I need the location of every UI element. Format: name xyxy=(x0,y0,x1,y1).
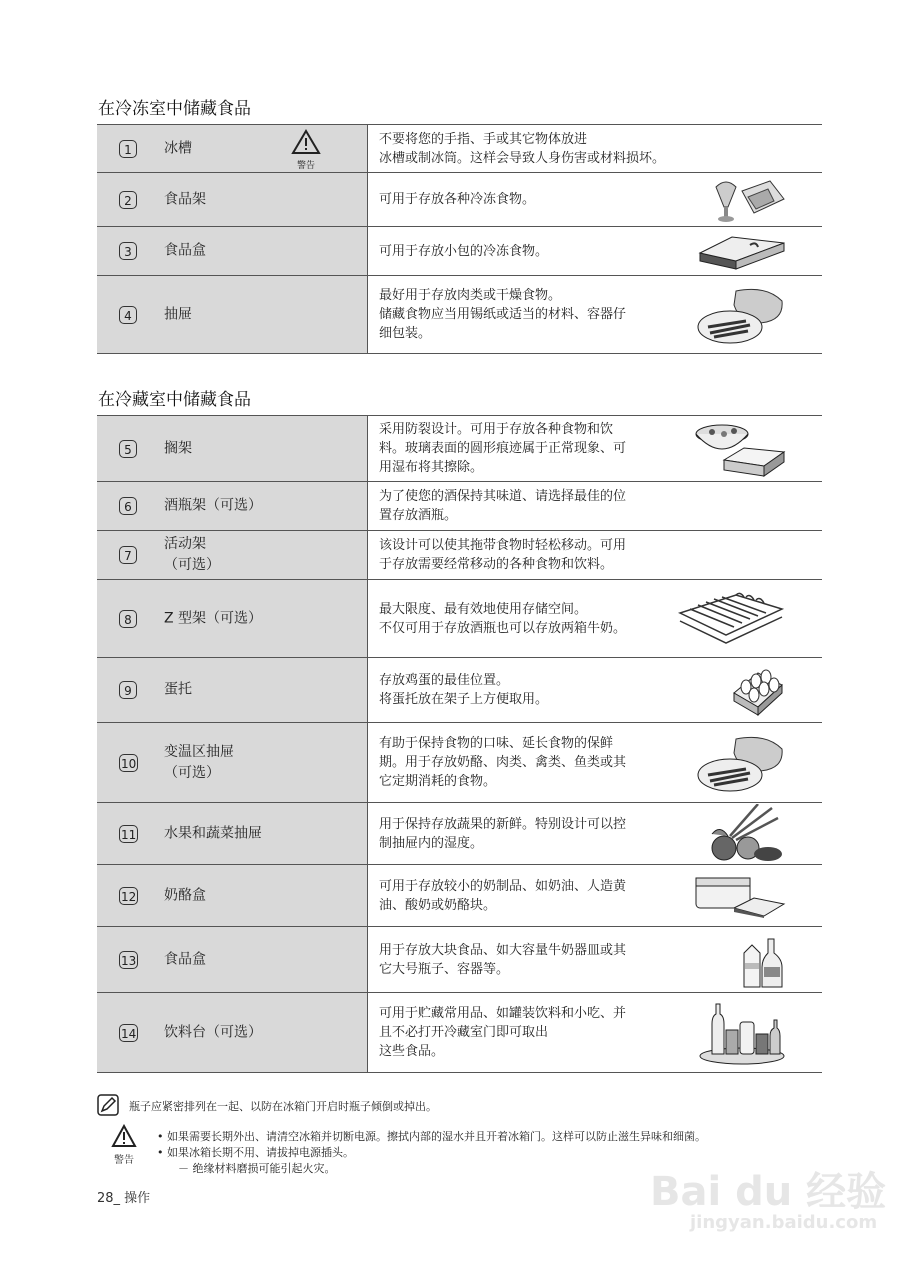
warning-line-3: － 绝缘材料磨损可能引起火灾。 xyxy=(178,1162,336,1175)
drinks-icon xyxy=(698,1000,786,1066)
item-name: 蛋托 xyxy=(164,681,192,698)
table-row xyxy=(97,482,822,531)
item-description: 可用于存放小包的冷冻食物。 xyxy=(379,243,549,259)
note-row xyxy=(97,1094,119,1120)
freezer-table xyxy=(97,124,822,354)
warning-label: 警告 xyxy=(296,161,315,171)
meat-plate-icon xyxy=(696,731,786,795)
dairy-box-icon xyxy=(694,874,786,918)
item-description: 采用防裂设计。可用于存放各种食物和饮 料。玻璃表面的圆形痕迹属于正常现象、可 用湿布将其擦除。 xyxy=(379,422,627,475)
page-footer: 28_ 操作 xyxy=(97,1191,151,1206)
item-description: 最大限度、最有效地使用存储空间。 不仅可用于存放酒瓶也可以存放两箱牛奶。 xyxy=(379,601,627,636)
meat-plate-icon xyxy=(696,283,786,347)
item-name: Z 型架（可选） xyxy=(164,610,263,626)
fridge-section-title: 在冷藏室中储藏食品 xyxy=(98,390,251,410)
table-row xyxy=(97,723,822,803)
item-number: 14 xyxy=(119,1024,138,1042)
item-description: 可用于存放各种冷冻食物。 xyxy=(379,192,536,207)
warning-triangle-icon xyxy=(291,129,321,155)
table-row xyxy=(97,803,822,865)
item-description: 用于保持存放蔬果的新鲜。特别设计可以控 制抽屉内的湿度。 xyxy=(379,816,627,851)
watermark-url: jingyan.baidu.com xyxy=(690,1212,878,1233)
item-number: 13 xyxy=(119,951,138,969)
warning-badge xyxy=(291,129,321,171)
item-description: 可用于贮藏常用品、如罐装饮料和小吃、并 且不必打开冷藏室门即可取出 这些食品。 xyxy=(379,1006,627,1059)
item-number: 1 xyxy=(119,140,137,158)
item-number: 10 xyxy=(119,754,138,772)
note-text: 瓶子应紧密排列在一起、以防在冰箱门开启时瓶子倾倒或掉出。 xyxy=(129,1100,437,1113)
item-name: 食品盒 xyxy=(164,951,206,967)
note-pencil-icon xyxy=(97,1094,119,1116)
table-row xyxy=(97,125,822,173)
item-number: 3 xyxy=(119,242,137,260)
item-number: 6 xyxy=(119,497,137,515)
wire-rack-icon xyxy=(676,591,786,647)
item-name: 奶酪盒 xyxy=(164,887,206,903)
item-description: 用于存放大块食品、如大容量牛奶器皿或其 它大号瓶子、容器等。 xyxy=(379,942,627,977)
item-name: 活动架 （可选） xyxy=(164,536,220,573)
warning-line-1: • 如果需要长期外出、请清空冰箱并切断电源。擦拭内部的湿水并且开着冰箱门。这样可以防止滋生异味和细菌。 xyxy=(157,1130,706,1143)
item-name: 食品盒 xyxy=(164,242,206,259)
table-row xyxy=(97,173,822,227)
item-name: 水果和蔬菜抽屉 xyxy=(164,825,262,841)
table-row xyxy=(97,531,822,580)
item-name: 冰槽 xyxy=(164,140,192,156)
item-description: 存放鸡蛋的最佳位置。 将蛋托放在架子上方便取用。 xyxy=(379,673,549,707)
item-name: 酒瓶架（可选） xyxy=(164,497,262,514)
item-number: 9 xyxy=(119,681,137,699)
bowl-container-icon xyxy=(694,420,786,478)
item-description: 不要将您的手指、手或其它物体放进 冰槽或制冰筒。这样会导致人身伤害或材料损坏。 xyxy=(379,131,666,166)
warning-triangle-icon xyxy=(111,1124,137,1148)
item-description: 最好用于存放肉类或干燥食物。 储藏食物应当用锡纸或适当的材料、容器仔 细包装。 xyxy=(379,288,627,341)
milk-bottles-icon xyxy=(742,931,786,989)
item-number: 5 xyxy=(119,440,137,458)
item-name: 饮料台（可选） xyxy=(164,1024,262,1040)
fridge-table xyxy=(97,415,822,1073)
warning-label: 警告 xyxy=(114,1155,134,1166)
freezer-section-title: 在冷冻室中储藏食品 xyxy=(98,99,251,119)
item-name: 抽屉 xyxy=(164,306,192,322)
warning-line-2: • 如果冰箱长期不用、请拔掉电源插头。 xyxy=(157,1146,354,1159)
table-row xyxy=(97,865,822,927)
item-number: 2 xyxy=(119,191,137,209)
item-name: 食品架 xyxy=(164,191,206,207)
table-row xyxy=(97,416,822,482)
table-row xyxy=(97,927,822,993)
egg-tray-icon xyxy=(730,663,786,717)
item-description: 有助于保持食物的口味、延长食物的保鲜 期。用于存放奶酪、肉类、禽类、鱼类或其 它定期消耗的食物。 xyxy=(379,736,627,789)
item-description: 为了使您的酒保持其味道、请选择最佳的位 置存放酒瓶。 xyxy=(379,489,627,523)
item-number: 7 xyxy=(119,546,137,564)
item-number: 12 xyxy=(119,887,138,905)
table-row xyxy=(97,658,822,723)
item-number: 8 xyxy=(119,610,137,628)
warning-block xyxy=(111,1124,137,1166)
vegetables-icon xyxy=(702,804,786,864)
item-name: 搁架 xyxy=(164,440,192,456)
table-row xyxy=(97,276,822,354)
table-row xyxy=(97,580,822,658)
item-description: 可用于存放较小的奶制品、如奶油、人造黄 油、酸奶或奶酪块。 xyxy=(379,878,627,913)
item-number: 4 xyxy=(119,306,137,324)
watermark-brand: Bai du 经验 xyxy=(650,1169,887,1215)
item-description: 该设计可以使其拖带食物时轻松移动。可用 于存放需要经常移动的各种食物和饮料。 xyxy=(379,538,627,572)
table-row xyxy=(97,993,822,1073)
ice-cream-food-icon xyxy=(708,177,786,223)
item-number: 11 xyxy=(119,825,138,843)
table-row xyxy=(97,227,822,276)
food-box-icon xyxy=(696,231,786,271)
item-name: 变温区抽屉 （可选） xyxy=(164,743,234,781)
